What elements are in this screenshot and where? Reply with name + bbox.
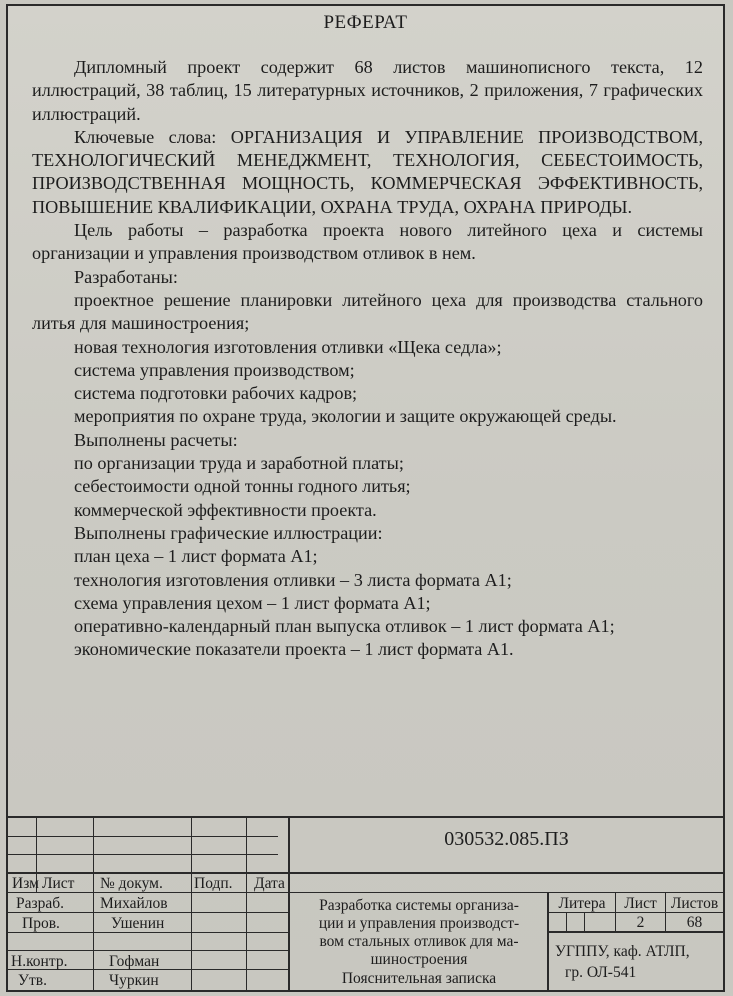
graphic-item: схема управления цехом – 1 лист формата А1; <box>74 592 431 613</box>
stamp-line <box>8 872 723 874</box>
developed-item: новая технология изготовления отливки «Щека седла»; <box>74 336 502 357</box>
calc-item: себестоимости одной тонны годного литья; <box>74 476 411 497</box>
stamp-line <box>8 836 278 837</box>
developed-heading: Разработаны: <box>74 266 178 287</box>
role-approver: Утв. <box>18 972 47 989</box>
developed-item: проектное решение планировки литейного цеха для производства стального литья для машиностроения; <box>32 289 703 334</box>
sheets-total: 68 <box>686 914 703 931</box>
name-developer: Михайлов <box>100 895 168 912</box>
stamp-line <box>93 816 94 990</box>
developed-item: система управления производством; <box>74 359 355 380</box>
stamp-line <box>191 816 192 990</box>
developed-item: система подготовки рабочих кадров; <box>74 383 358 404</box>
document-code: 030532.085.ПЗ <box>444 828 569 850</box>
header-list: Лист <box>42 875 75 892</box>
sheet-label: Лист <box>624 895 657 912</box>
page-title: РЕФЕРАТ <box>323 12 408 33</box>
graphic-item: технология изготовления отливки – 3 листа формата А1; <box>74 569 512 590</box>
graphic-heading: Выполнены графические иллюстрации: <box>74 522 383 543</box>
developed-item: мероприятия по охране труда, экологии и защите окружающей среды. <box>74 406 617 427</box>
doc-title-line: шиностроения <box>370 951 468 968</box>
paragraph-goal: Цель работы – разработка проекта нового литейного цеха и системы организации и управления производством отливок в нем. <box>32 220 703 264</box>
doc-title-line: вом стальных отливок для ма- <box>319 933 519 950</box>
header-signature: Подп. <box>194 875 233 892</box>
sheet-number: 2 <box>636 914 645 931</box>
abstract-body <box>32 56 703 662</box>
document-sheet <box>6 4 725 992</box>
litera-label: Литера <box>558 895 606 912</box>
header-izm: Изм <box>12 875 39 892</box>
role-checker: Пров. <box>22 915 60 932</box>
calc-item: по организации труда и заработной платы; <box>74 453 404 474</box>
graphic-item: экономические показатели проекта – 1 лист формата А1. <box>74 639 514 660</box>
doc-title-line: Разработка системы организа- <box>319 897 519 914</box>
header-doc-number: № докум. <box>100 875 163 892</box>
graphic-item: план цеха – 1 лист формата А1; <box>74 546 318 567</box>
organization-line: УГППУ, каф. АТЛП, <box>555 943 690 960</box>
doc-title-line: Пояснительная записка <box>341 970 497 987</box>
role-developer: Разраб. <box>16 895 65 912</box>
calc-heading: Выполнены расчеты: <box>74 429 238 450</box>
name-norm-control: Гофман <box>109 953 160 970</box>
name-checker: Ушенин <box>111 915 165 932</box>
header-date: Дата <box>254 875 285 892</box>
doc-title-line: ции и управления производст- <box>318 915 520 932</box>
stamp-line <box>566 912 567 932</box>
graphic-item: оперативно-календарный план выпуска отливок – 1 лист формата А1; <box>74 616 615 637</box>
stamp-line <box>8 816 723 818</box>
organization-group: гр. ОЛ-541 <box>565 964 637 981</box>
calc-item: коммерческой эффективности проекта. <box>74 499 377 520</box>
stamp-line <box>584 912 585 932</box>
stamp-line <box>8 854 278 855</box>
paragraph-keywords: Ключевые слова: ОРГАНИЗАЦИЯ И УПРАВЛЕНИЕ ПРОИЗВОДСТВОМ, ТЕХНОЛОГИЧЕСКИЙ МЕНЕДЖМЕНТ, ТЕХНОЛОГИЯ, СЕБЕСТОИМОСТЬ, ПРОИЗВОДСТВЕННАЯ МОЩНОСТЬ, КОММЕРЧЕСКАЯ ЭФФЕКТИВНОСТЬ, ПОВЫШЕНИЕ КВАЛИФИКАЦИИ, ОХРАНА ТРУДА, ОХРАНА ПРИРОДЫ. <box>32 126 703 217</box>
role-norm-control: Н.контр. <box>11 953 68 970</box>
sheets-total-label: Листов <box>670 895 719 912</box>
stamp-line <box>246 816 247 990</box>
paragraph-contents-summary: Дипломный проект содержит 68 листов машинописного текста, 12 иллюстраций, 38 таблиц, 15 литературных источников, 2 приложения, 7 графических иллюстраций. <box>32 57 703 124</box>
title-block <box>8 816 723 990</box>
name-approver: Чуркин <box>109 972 159 989</box>
